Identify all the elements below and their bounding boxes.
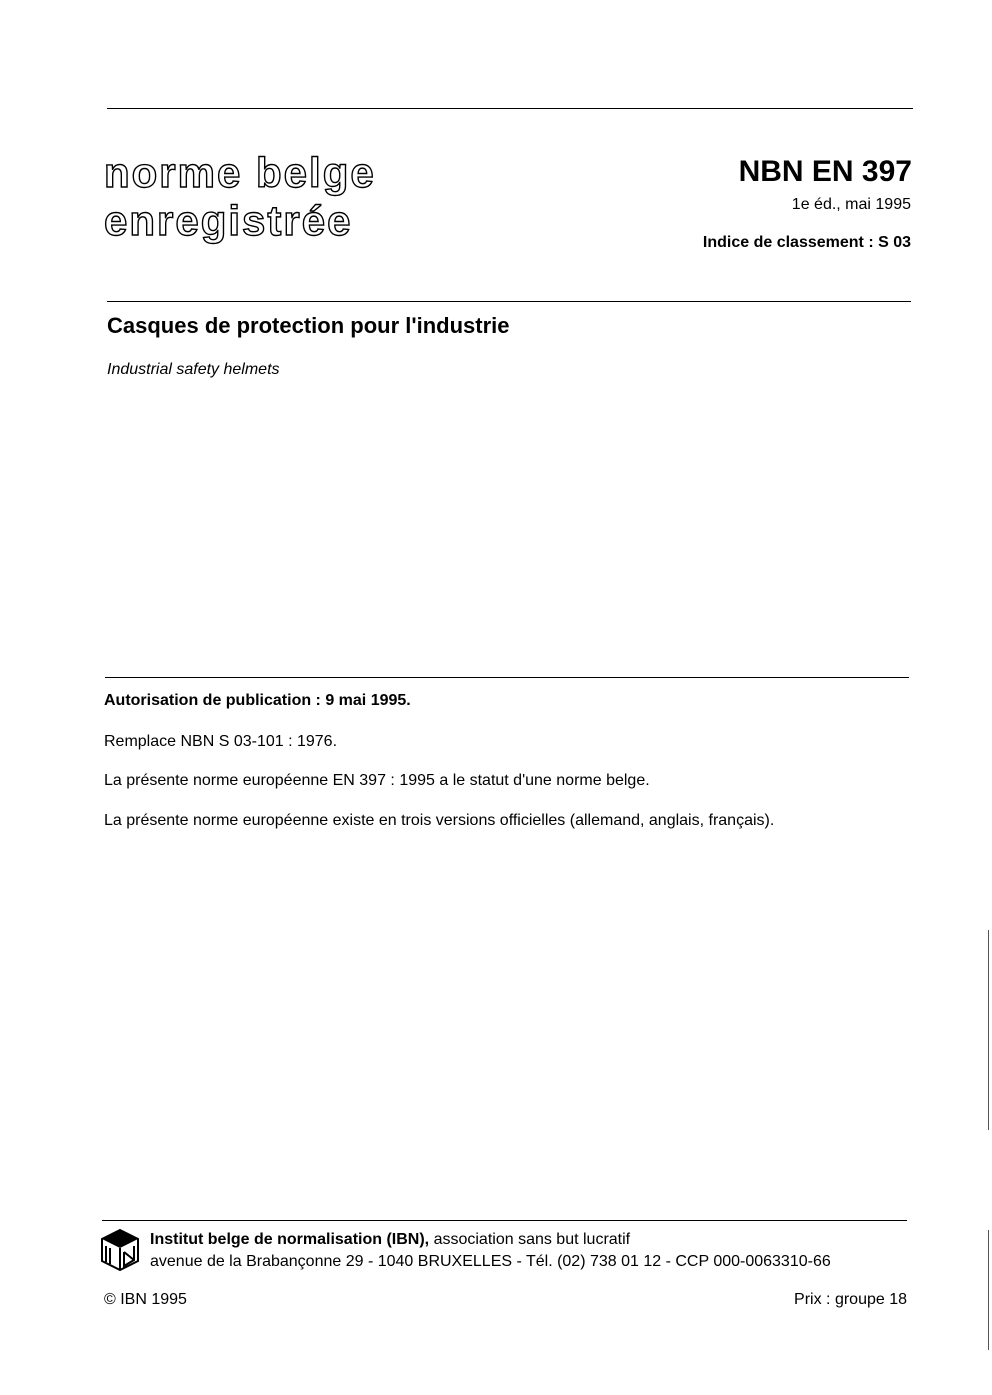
status-note: La présente norme européenne EN 397 : 1995 a le statut d'une norme belge.	[104, 772, 650, 789]
replaces-note: Remplace NBN S 03-101 : 1976.	[104, 733, 338, 750]
notes-rule	[105, 677, 909, 678]
footer-rule	[102, 1220, 907, 1221]
versions-note: La présente norme européenne existe en trois versions officielles (allemand, anglais, français).	[104, 812, 775, 829]
scan-edge-mark	[988, 930, 989, 1130]
document-subtitle: Industrial safety helmets	[107, 361, 280, 378]
ibn-cube-icon	[100, 1228, 140, 1272]
institute-name: Institut belge de normalisation (IBN),	[150, 1231, 430, 1248]
top-rule	[107, 108, 913, 109]
classification-index: Indice de classement : S 03	[702, 234, 911, 251]
enregistree-heading: enregistrée	[104, 197, 353, 244]
norme-belge-heading: norme belge	[104, 149, 376, 196]
edition-date: 1e éd., mai 1995	[791, 196, 911, 213]
logo-text	[100, 1228, 101, 1229]
publication-authorisation: Autorisation de publication : 9 mai 1995.	[104, 692, 411, 709]
standard-number: NBN EN 397	[738, 155, 912, 188]
title-rule	[107, 301, 911, 302]
institute-description: association sans but lucratif	[429, 1231, 631, 1248]
document-title: Casques de protection pour l'industrie	[107, 313, 510, 338]
ibn-logo	[100, 1228, 140, 1272]
scan-edge-mark	[988, 1230, 989, 1350]
institute-line	[150, 1229, 630, 1250]
price-group: Prix : groupe 18	[794, 1291, 907, 1308]
copyright: © IBN 1995	[104, 1291, 187, 1308]
institute-address: avenue de la Brabançonne 29 - 1040 BRUXELLES - Tél. (02) 738 01 12 - CCP 000-0063310-66	[150, 1253, 831, 1270]
